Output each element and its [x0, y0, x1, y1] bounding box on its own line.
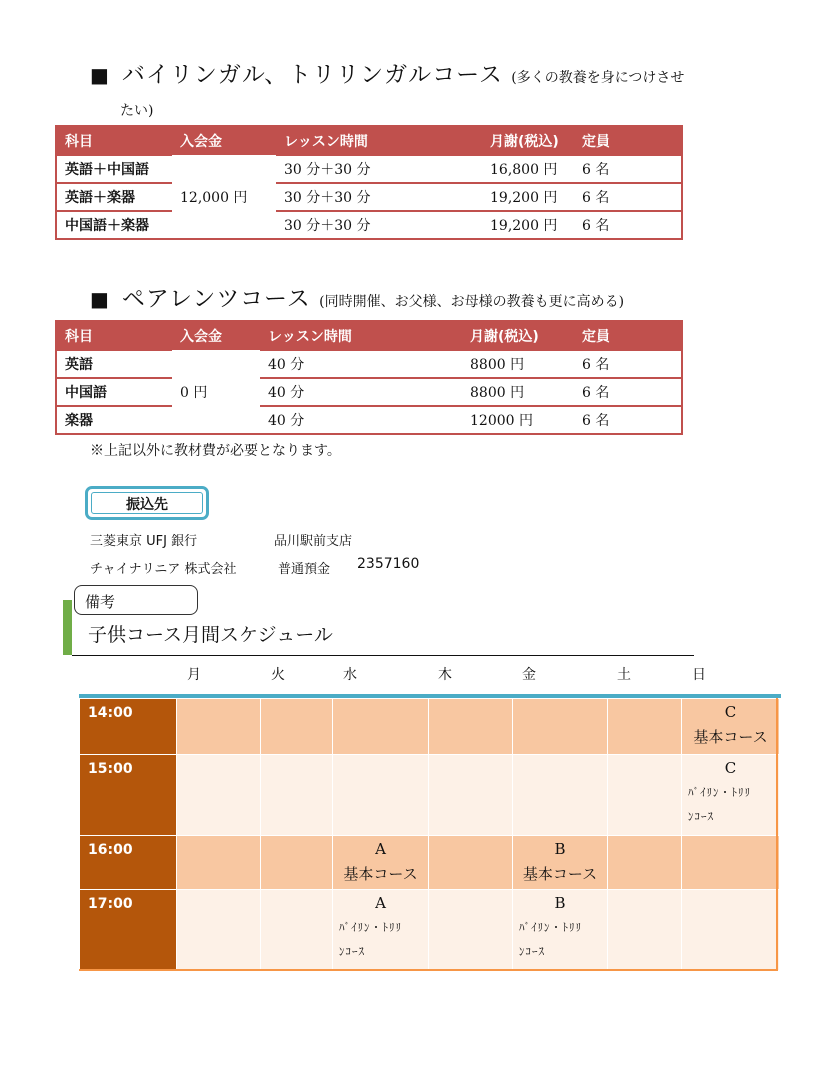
schedule-cell-fri-17: [513, 890, 608, 971]
subject-cell: 中国語＋楽器: [56, 211, 172, 239]
square-bullet-icon: ■: [90, 63, 110, 87]
schedule-cell-fri-16: [513, 836, 608, 890]
lesson-time-cell: 40 分: [260, 350, 462, 378]
class-name-cont: ﾝｺｰｽ: [339, 945, 365, 958]
monthly-fee-cell: 16,800 円: [482, 155, 574, 183]
col-header-capacity: 定員: [574, 321, 682, 350]
class-name: ﾊﾞｲﾘﾝ・ﾄﾘﾘ: [688, 786, 751, 799]
subject-cell: 中国語: [56, 378, 172, 406]
table-row: [56, 155, 682, 183]
day-header-tue: 火: [271, 667, 285, 683]
schedule-cell: [608, 699, 682, 755]
schedule-cell: [177, 890, 261, 971]
remarks-green-bar: [63, 600, 72, 655]
schedule-cell: [513, 755, 608, 836]
bank-branch: 品川駅前支店: [274, 534, 353, 549]
table-row: [56, 183, 682, 211]
bank-name: 三菱東京 UFJ 銀行: [90, 534, 198, 549]
col-header-subject: 科目: [56, 126, 172, 155]
col-header-monthly-fee: 月謝(税込): [462, 321, 574, 350]
class-name: 基本コース: [522, 865, 598, 883]
parents-fee-table: [55, 320, 683, 435]
class-name: 基本コース: [693, 728, 768, 746]
class-code: C: [724, 703, 737, 721]
day-header-fri: 金: [522, 667, 536, 683]
schedule-row: [80, 699, 780, 755]
monthly-fee-cell: 19,200 円: [482, 183, 574, 211]
time-slot: 15:00: [80, 755, 177, 836]
monthly-fee-cell: 12000 円: [462, 406, 574, 434]
class-name: ﾊﾞｲﾘﾝ・ﾄﾘﾘ: [519, 921, 582, 934]
schedule-cell: [261, 755, 333, 836]
subject-cell: 英語: [56, 350, 172, 378]
day-header-mon: 月: [187, 667, 201, 683]
col-header-monthly-fee: 月謝(税込): [482, 126, 574, 155]
bank-label: 振込先: [126, 497, 168, 513]
schedule-cell: [333, 699, 429, 755]
schedule-title-rule: [72, 655, 694, 656]
materials-footnote: ※上記以外に教材費が必要となります。: [90, 443, 341, 459]
capacity-cell: 6 名: [574, 350, 682, 378]
class-code: B: [554, 894, 566, 912]
lesson-time-cell: 40 分: [260, 406, 462, 434]
class-code: A: [375, 840, 386, 858]
section2-title: ペアレンツコース: [121, 286, 311, 312]
bilingual-fee-table: [55, 125, 683, 240]
section2-heading: [90, 280, 624, 313]
day-header-thu: 木: [438, 667, 452, 683]
entry-fee-cell: 12,000 円: [180, 189, 248, 206]
monthly-fee-cell: 8800 円: [462, 378, 574, 406]
account-number: 2357160: [357, 556, 420, 572]
lesson-time-cell: 40 分: [260, 378, 462, 406]
col-header-lesson-time: レッスン時間: [276, 126, 482, 155]
schedule-cell: [429, 699, 513, 755]
col-header-capacity: 定員: [574, 126, 682, 155]
table-header-row: [56, 126, 682, 155]
class-code: B: [554, 840, 566, 858]
bank-label-box: [85, 486, 209, 520]
schedule-row: [80, 755, 780, 836]
time-slot: 17:00: [80, 890, 177, 971]
account-holder: チャイナリニア 株式会社: [90, 562, 237, 577]
class-name: ﾊﾞｲﾘﾝ・ﾄﾘﾘ: [339, 921, 402, 934]
schedule-row: [80, 836, 780, 890]
col-header-entry-fee: 入会金: [172, 321, 260, 350]
account-type: 普通預金: [278, 562, 331, 577]
schedule-cell: [429, 836, 513, 890]
schedule-cell: [261, 890, 333, 971]
time-slot: 14:00: [80, 699, 177, 755]
class-code: A: [375, 894, 386, 912]
schedule-cell: [177, 755, 261, 836]
lesson-time-cell: 30 分＋30 分: [276, 183, 482, 211]
class-code: C: [724, 759, 737, 777]
schedule-row: [80, 890, 780, 971]
monthly-fee-cell: 8800 円: [462, 350, 574, 378]
table-row: [56, 406, 682, 434]
capacity-cell: 6 名: [574, 406, 682, 434]
subject-cell: 英語＋楽器: [56, 183, 172, 211]
schedule-cell: [682, 836, 780, 890]
capacity-cell: 6 名: [574, 183, 682, 211]
capacity-cell: 6 名: [574, 155, 682, 183]
schedule-bottom-rule: [79, 969, 778, 971]
schedule-cell: [608, 755, 682, 836]
col-header-entry-fee: 入会金: [172, 126, 276, 155]
col-header-lesson-time: レッスン時間: [260, 321, 462, 350]
subject-cell: 楽器: [56, 406, 172, 434]
schedule-cell: [682, 890, 780, 971]
monthly-schedule-table: [79, 698, 780, 971]
schedule-cell-wed-17: [333, 890, 429, 971]
schedule-cell-sun-14: [682, 699, 780, 755]
square-bullet-icon: ■: [90, 287, 110, 311]
schedule-cell: [608, 890, 682, 971]
schedule-cell: [608, 836, 682, 890]
section1-heading: [90, 56, 684, 89]
section1-note: (多くの教養を身につけさせ: [511, 70, 685, 86]
table-row: [56, 350, 682, 378]
subject-cell: 英語＋中国語: [56, 155, 172, 183]
schedule-cell: [429, 890, 513, 971]
lesson-time-cell: 30 分＋30 分: [276, 155, 482, 183]
section1-note-cont: たい): [120, 103, 154, 119]
schedule-cell: [261, 836, 333, 890]
day-header-sat: 土: [617, 667, 631, 683]
table-header-row: [56, 321, 682, 350]
section2-note: (同時開催、お父様、お母様の教養も更に高める): [319, 294, 625, 310]
time-slot: 16:00: [80, 836, 177, 890]
section1-title: バイリンガル、トリリンガルコース: [121, 62, 503, 88]
schedule-cell-wed-16: [333, 836, 429, 890]
table-row: [56, 378, 682, 406]
day-header-sun: 日: [692, 667, 706, 683]
schedule-cell: [177, 836, 261, 890]
capacity-cell: 6 名: [574, 211, 682, 239]
remarks-tab: [74, 585, 198, 615]
schedule-cell: [333, 755, 429, 836]
lesson-time-cell: 30 分＋30 分: [276, 211, 482, 239]
entry-fee-cell: 0 円: [180, 384, 208, 401]
class-name-cont: ﾝｺｰｽ: [519, 945, 545, 958]
table-row: [56, 211, 682, 239]
schedule-cell-sun-15: [682, 755, 780, 836]
col-header-subject: 科目: [56, 321, 172, 350]
monthly-fee-cell: 19,200 円: [482, 211, 574, 239]
schedule-cell: [429, 755, 513, 836]
schedule-cell: [261, 699, 333, 755]
class-name: 基本コース: [343, 865, 418, 883]
class-name-cont: ﾝｺｰｽ: [688, 810, 714, 823]
schedule-title: 子供コース月間スケジュール: [88, 624, 333, 646]
schedule-cell: [513, 699, 608, 755]
day-header-wed: 水: [343, 667, 357, 683]
capacity-cell: 6 名: [574, 378, 682, 406]
schedule-cell: [177, 699, 261, 755]
remarks-tab-label: 備考: [85, 593, 116, 611]
